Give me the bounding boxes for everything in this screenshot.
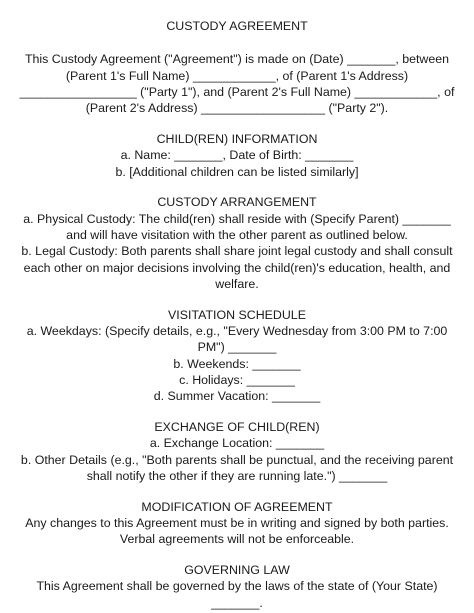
visitation-section — [16, 307, 458, 405]
modification-section — [16, 499, 458, 548]
exchange-section — [16, 419, 458, 484]
weekends-line: b. Weekends: _______ — [173, 356, 301, 371]
governing-law-text: This Agreement shall be governed by the laws of the state of (Your State) _______. — [36, 579, 438, 610]
legal-custody-line: b. Legal Custody: Both parents shall share joint legal custody and shall consult each other on major decisions involving the child(ren)'s education, health, and welfare. — [21, 244, 453, 291]
custody-heading: CUSTODY ARRANGEMENT — [157, 195, 317, 210]
intro-section — [16, 51, 458, 116]
additional-children-line: b. [Additional children can be listed similarly] — [115, 164, 359, 179]
governing-law-section — [16, 562, 458, 611]
governing-law-heading: GOVERNING LAW — [184, 563, 290, 578]
intro-paragraph: This Custody Agreement ("Agreement") is made on (Date) _______, between (Parent 1's Full Name) ____________, of (Parent 1's Address) _________________ ("Party 1"), and (Parent 2's Full Name) ____________, of (Parent 2's Address) __________________ ("Party 2"). — [19, 52, 455, 116]
weekdays-line: a. Weekdays: (Specify details, e.g., "Every Wednesday from 3:00 PM to 7:00 PM") _______ — [26, 323, 448, 355]
exchange-details-line: b. Other Details (e.g., "Both parents shall be punctual, and the receiving parent shall notify the other if they are running late.") _______ — [20, 452, 454, 483]
exchange-location-line: a. Exchange Location: _______ — [149, 436, 325, 451]
child-info-heading: CHILD(REN) INFORMATION — [156, 131, 318, 146]
modification-text: Any changes to this Agreement must be in writing and signed by both parties. Verbal agreements will not be enforceable. — [25, 515, 449, 547]
exchange-heading: EXCHANGE OF CHILD(REN) — [154, 419, 320, 434]
physical-custody-line: a. Physical Custody: The child(ren) shall reside with (Specify Parent) _______ and will have visitation with the other parent as outlined below. — [23, 211, 451, 242]
custody-section — [16, 194, 458, 292]
visitation-heading: VISITATION SCHEDULE — [168, 307, 306, 322]
document-title: CUSTODY AGREEMENT — [166, 19, 308, 33]
child-name-line: a. Name: _______, Date of Birth: _______ — [120, 148, 354, 163]
modification-heading: MODIFICATION OF AGREEMENT — [141, 499, 333, 514]
child-info-section — [16, 131, 458, 180]
summer-vacation-line: d. Summer Vacation: _______ — [153, 389, 321, 404]
holidays-line: c. Holidays: _______ — [179, 372, 295, 387]
